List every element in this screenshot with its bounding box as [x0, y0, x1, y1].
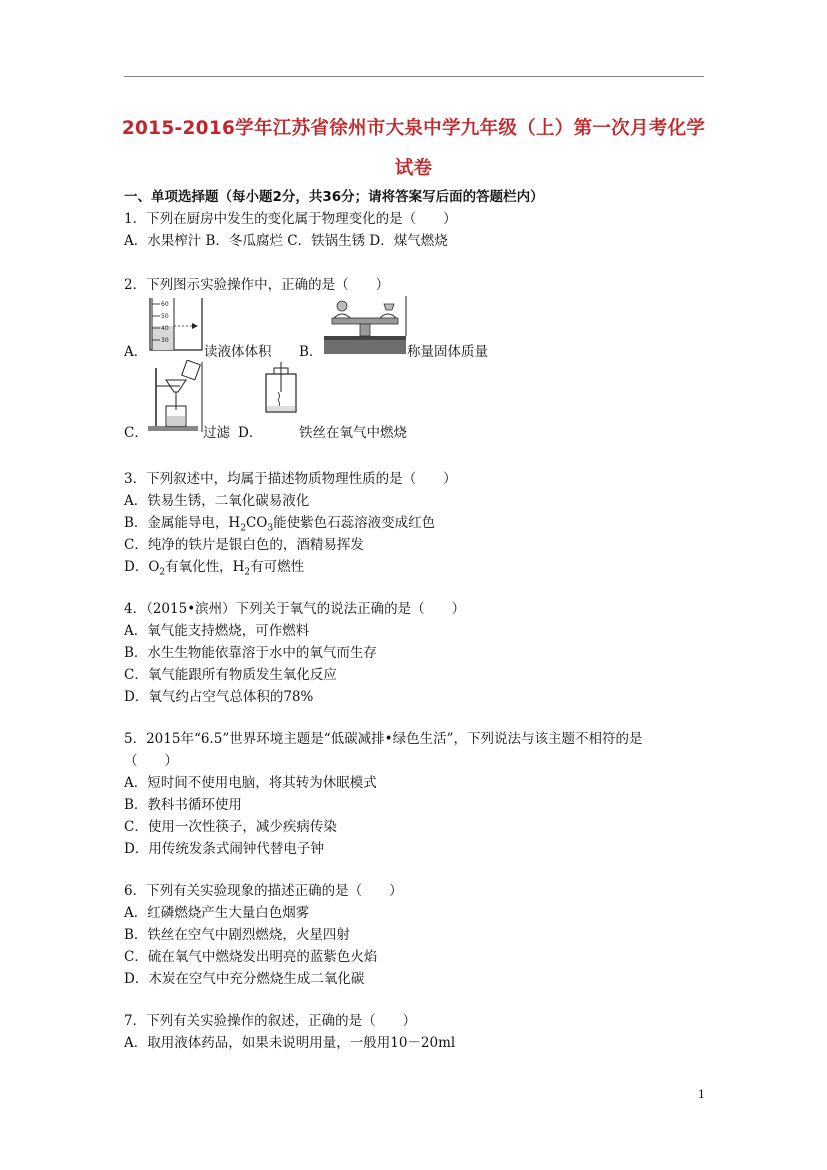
q3-option-d: D．$O_2$有氧化性，$H_2$有可燃性 [124, 559, 305, 578]
cyl-tick-50: 50 [161, 313, 169, 320]
page-number: 1 [698, 1088, 705, 1101]
q6-stem: 6．下列有关实验现象的描述正确的是（ ） [124, 883, 403, 899]
cyl-tick-30: 30 [161, 337, 169, 344]
section-heading: 一、单项选择题（每小题2分，共36分；请将答案写后面的答题栏内） [124, 189, 544, 205]
q2-option-d-prefix: D． [238, 425, 263, 441]
q3-option-c: C．纯净的铁片是银白色的，酒精易挥发 [124, 537, 364, 553]
header-rule [124, 76, 704, 77]
q6-option-c: C．硫在氧气中燃烧发出明亮的蓝紫色火焰 [124, 949, 378, 965]
q3-option-b: B．金属能导电，$H_2CO_3$能使紫色石蕊溶液变成红色 [124, 515, 436, 534]
q5-stem-line1: 5．2015年“6.5”世界环境主题是“低碳减排•绿色生活”，下列说法与该主题不相符的是 [124, 731, 643, 747]
q2-option-c-label: 过滤 [203, 425, 230, 441]
q1-stem: 1．下列在厨房中发生的变化属于物理变化的是（ ） [124, 211, 457, 227]
q7-option-a: A．取用液体药品，如果未说明用量，一般用10－20ml [124, 1035, 456, 1051]
q2-option-b-prefix: B． [299, 344, 323, 360]
q2-stem: 2．下列图示实验操作中，正确的是（ ） [124, 277, 390, 293]
q4-stem: 4．（2015•滨州）下列关于氧气的说法正确的是（ ） [124, 601, 466, 617]
q5-option-b: B．教科书循环使用 [124, 797, 242, 813]
q6-option-d: D．木炭在空气中充分燃烧生成二氧化碳 [124, 971, 365, 987]
q2-option-b-label: 称量固体质量 [407, 344, 488, 360]
q5-option-a: A．短时间不使用电脑，将其转为休眠模式 [124, 775, 377, 791]
balance-scale-figure [322, 296, 408, 356]
exam-title-line1: 2015-2016学年江苏省徐州市大泉中学九年级（上）第一次月考化学 [121, 118, 706, 139]
q4-option-c: C．氧气能跟所有物质发生氧化反应 [124, 667, 337, 683]
cyl-tick-60: 60 [161, 301, 169, 308]
q3-option-a: A．铁易生锈，二氧化碳易液化 [124, 493, 310, 509]
exam-title-line2: 试卷 [394, 158, 433, 179]
q4-option-b: B．水生生物能依靠溶于水中的氧气而生存 [124, 645, 377, 661]
q6-option-b: B．铁丝在空气中剧烈燃烧，火星四射 [124, 927, 350, 943]
q2-option-a-label: 读液体体积 [204, 344, 272, 360]
q2-option-a-prefix: A． [124, 344, 148, 360]
q4-option-d: D．氧气约占空气总体积的78% [124, 689, 314, 705]
graduated-cylinder-figure [146, 296, 204, 354]
q2-option-d-label: 铁丝在氧气中燃烧 [299, 425, 407, 441]
q1-options: A．水果榨汁 B．冬瓜腐烂 C．铁锅生锈 D．煤气燃烧 [124, 233, 448, 249]
q5-option-d: D．用传统发条式闹钟代替电子钟 [124, 841, 324, 857]
q5-option-c: C．使用一次性筷子，减少疾病传染 [124, 819, 337, 835]
q7-stem: 7．下列有关实验操作的叙述，正确的是（ ） [124, 1013, 417, 1029]
q4-option-a: A．氧气能支持燃烧，可作燃料 [124, 623, 310, 639]
cyl-tick-40: 40 [161, 325, 169, 332]
q3-stem: 3．下列叙述中，均属于描述物质物理性质的是（ ） [124, 471, 457, 487]
q6-option-a: A．红磷燃烧产生大量白色烟雾 [124, 905, 310, 921]
q5-stem-line2: （ ） [124, 753, 178, 769]
iron-burning-bottle-figure [262, 362, 302, 414]
q2-option-c-prefix: C． [124, 425, 148, 441]
filtration-figure [146, 360, 204, 434]
